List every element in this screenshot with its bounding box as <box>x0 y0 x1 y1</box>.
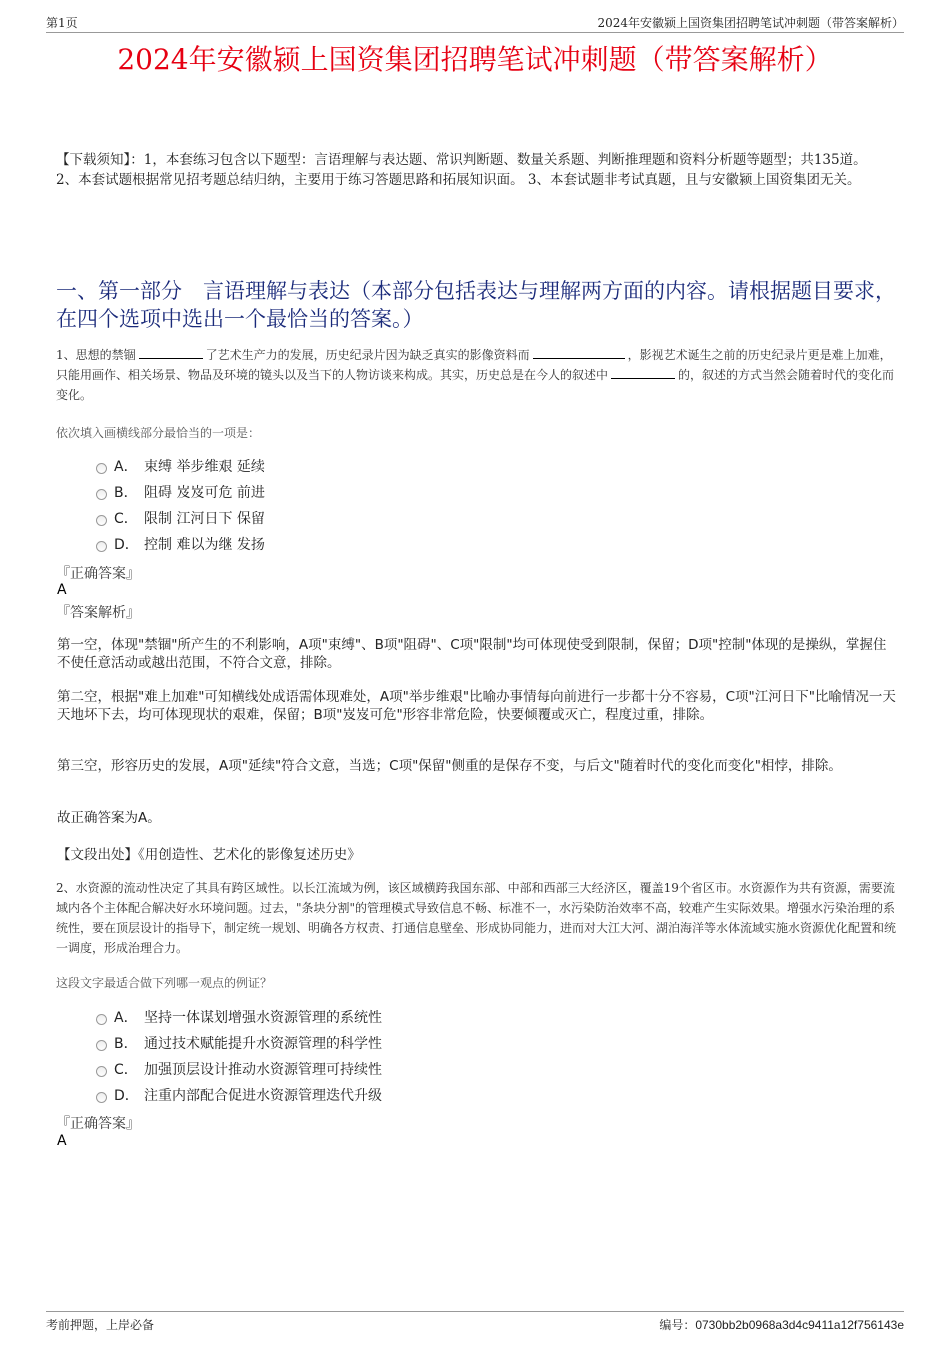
correct-answer-label: 『正确答案』 <box>56 1116 140 1132</box>
passage-source: 【文段出处】《用创造性、艺术化的影像复述历史》 <box>57 847 361 863</box>
radio-icon[interactable] <box>96 1092 107 1103</box>
correct-answer-value: A <box>57 1133 67 1149</box>
option-letter: A． <box>114 459 138 475</box>
option-letter: A． <box>114 1010 138 1026</box>
option-c[interactable] <box>96 505 265 531</box>
radio-icon[interactable] <box>96 1014 107 1025</box>
option-letter: C． <box>114 511 138 527</box>
radio-icon[interactable] <box>96 1040 107 1051</box>
question-1-options <box>96 453 265 557</box>
analysis-conclusion: 故正确答案为A。 <box>57 810 161 826</box>
header-doc-title: 2024年安徽颍上国资集团招聘笔试冲刺题（带答案解析） <box>597 16 904 30</box>
analysis-paragraph-3: 第三空，形容历史的发展，A项"延续"符合文意，当选；C项"保留"侧重的是保存不变，与后文"随着时代的变化而变化"相悖，排除。 <box>57 758 842 774</box>
option-a[interactable] <box>96 453 265 479</box>
q1-part-1: 思想的禁锢 <box>75 348 136 362</box>
option-text: 注重内部配合促进水资源管理迭代升级 <box>144 1088 382 1104</box>
option-text: 坚持一体谋划增强水资源管理的系统性 <box>144 1010 382 1026</box>
q1-part-2: 了艺术生产力的发展，历史纪录片因为缺乏真实的影像资料而 <box>205 348 530 362</box>
radio-icon[interactable] <box>96 489 107 500</box>
radio-icon[interactable] <box>96 463 107 474</box>
radio-icon[interactable] <box>96 541 107 552</box>
question-2-text <box>56 878 900 958</box>
option-text: 束缚 举步维艰 延续 <box>144 459 265 475</box>
option-letter: B． <box>114 485 138 501</box>
radio-icon[interactable] <box>96 515 107 526</box>
question-1-text <box>56 345 900 405</box>
page-header <box>46 12 904 33</box>
question-1-prompt: 依次填入画横线部分最恰当的一项是： <box>56 426 261 440</box>
option-letter: B． <box>114 1036 138 1052</box>
correct-answer-label: 『正确答案』 <box>56 566 140 582</box>
question-number: 2、 <box>56 881 76 895</box>
analysis-paragraph-1: 第一空，体现"禁锢"所产生的不利影响，A项"束缚"、B项"阻碍"、C项"限制"均可体现使受到限制，保留；D项"控制"体现的是操纵，掌握住不使任意活动或越出范围，不符合文意，排除。 <box>57 637 887 671</box>
question-2-options <box>96 1004 382 1108</box>
option-letter: C． <box>114 1062 138 1078</box>
document-title: 2024年安徽颍上国资集团招聘笔试冲刺题（带答案解析） <box>117 43 833 76</box>
option-a[interactable] <box>96 1004 382 1030</box>
fill-blank-3 <box>611 366 675 379</box>
radio-icon[interactable] <box>96 1066 107 1077</box>
option-b[interactable] <box>96 1030 382 1056</box>
q1-part-3: ，影视艺术诞生之前的历史纪录片更是难上加难，只能用画作、相关场景、物品及环境的镜头以及当下的人物访谈来构成。其实，历史总是在今人的叙述中 <box>56 348 892 382</box>
q1-part-4: 的，叙述的方式当然会随着时代的变化而变化。 <box>56 368 895 402</box>
download-notice: 【下载须知】：1，本套练习包含以下题型：言语理解与表达题、常识判断题、数量关系题、判断推理题和资料分析题等题型；共135道。 2、本套试题根据常见招考题总结归纳，主要用于练习答题思路和拓展知识面。 3、本套试题非考试真题，且与安徽颍上国资集团无关。 <box>56 152 867 188</box>
option-text: 阻碍 岌岌可危 前进 <box>144 485 265 501</box>
option-letter: D． <box>114 537 139 553</box>
option-d[interactable] <box>96 531 265 557</box>
correct-answer-value: A <box>57 582 67 598</box>
fill-blank-1 <box>139 346 203 359</box>
option-text: 限制 江河日下 保留 <box>144 511 265 527</box>
option-d[interactable] <box>96 1082 382 1108</box>
analysis-paragraph-2: 第二空，根据"难上加难"可知横线处成语需体现难处，A项"举步维艰"比喻办事情每向前进行一步都十分不容易，C项"江河日下"比喻情况一天天地坏下去，均可体现现状的艰难，保留；B项"岌岌可危"形容非常危险，快要倾覆或灭亡，程度过重，排除。 <box>57 689 896 723</box>
page-number: 第1页 <box>46 16 78 30</box>
section-heading: 一、第一部分 言语理解与表达（本部分包括表达与理解两方面的内容。请根据题目要求，在四个选项中选出一个最恰当的答案。） <box>56 279 896 331</box>
option-c[interactable] <box>96 1056 382 1082</box>
fill-blank-2 <box>533 346 625 359</box>
option-text: 通过技术赋能提升水资源管理的科学性 <box>144 1036 382 1052</box>
q2-passage: 水资源的流动性决定了其具有跨区域性。以长江流域为例，该区域横跨我国东部、中部和西部三大经济区，覆盖19个省区市。水资源作为共有资源，需要流域内各个主体配合解决好水环境问题。过去，"条块分割"的管理模式导致信息不畅、标准不一，水污染防治效率不高，较难产生实际效果。增强水污染治理的系统性，要在顶层设计的指导下，制定统一规划、明确各方权责、打通信息壁垒、形成协同能力，进而对大江大河、湖泊海洋等水体流域实施水资源优化配置和统一调度，形成治理合力。 <box>56 881 897 955</box>
question-number: 1、 <box>56 348 76 362</box>
option-text: 加强顶层设计推动水资源管理可持续性 <box>144 1062 382 1078</box>
option-b[interactable] <box>96 479 265 505</box>
page-footer <box>46 1311 904 1332</box>
footer-slogan: 考前押题，上岸必备 <box>46 1318 155 1332</box>
footer-serial: 编号：0730bb2b0968a3d4c9411a12f756143e <box>659 1318 904 1332</box>
option-text: 控制 难以为继 发扬 <box>144 537 265 553</box>
analysis-label: 『答案解析』 <box>56 605 140 621</box>
option-letter: D． <box>114 1088 139 1104</box>
question-2-prompt: 这段文字最适合做下列哪一观点的例证？ <box>56 976 273 990</box>
